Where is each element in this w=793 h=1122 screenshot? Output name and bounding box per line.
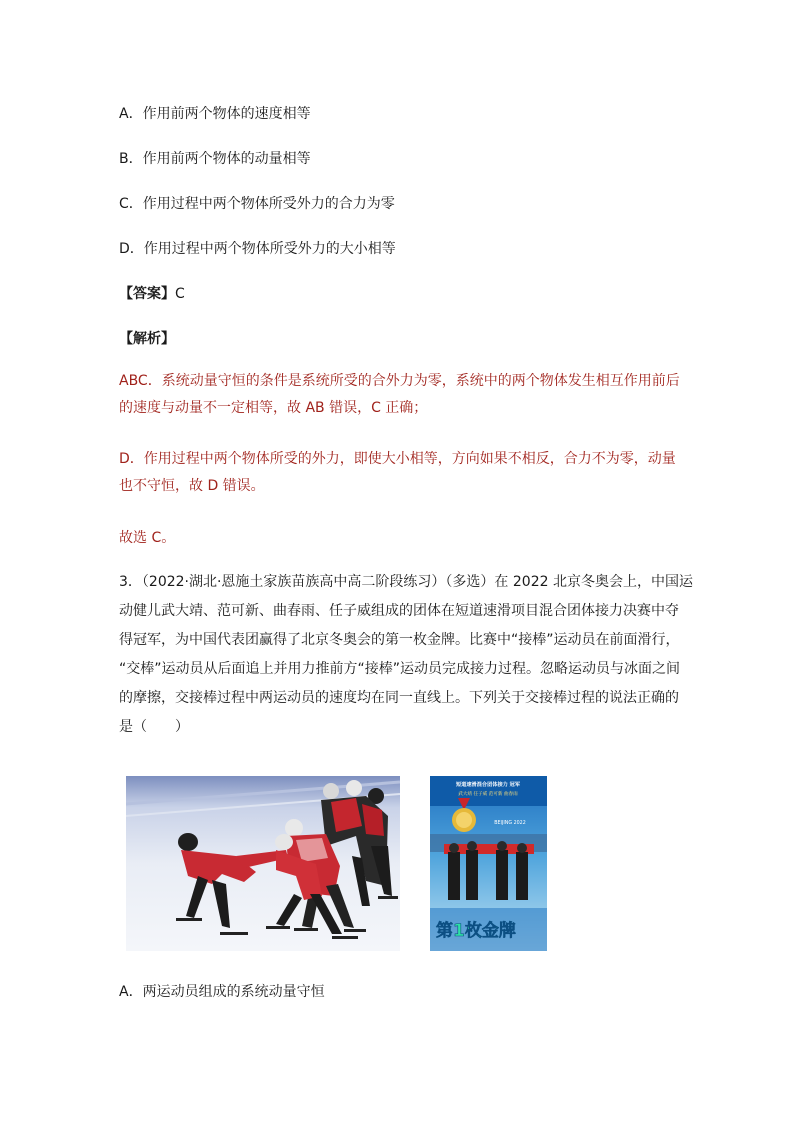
- q3-line-4: “交棒”运动员从后面追上并用力推前方“接棒”运动员完成接力过程。忽略运动员与冰面之间: [119, 661, 681, 677]
- answer-value: C: [175, 286, 185, 302]
- poster-title: 短道速滑混合团体接力 冠军: [455, 782, 521, 788]
- analysis-p1-line-1: ABC．系统动量守恒的条件是系统所受的合外力为零，系统中的两个物体发生相互作用前后: [119, 373, 680, 389]
- analysis-paragraph-1: [119, 368, 679, 422]
- question-3-stem: [119, 568, 693, 742]
- poster-brand: BEIJING 2022: [494, 821, 526, 826]
- skaters-relay-photo: [126, 776, 400, 951]
- poster-headline: 第1枚金牌: [436, 921, 516, 941]
- q3-line-5: 的摩擦，交接棒过程中两运动员的速度均在同一直线上。下列关于交接棒过程的说法正确的: [119, 690, 679, 706]
- q3-line-1: 3．（2022·湖北·恩施土家族苗族高中高二阶段练习）（多选）在 2022 北京冬奥会上，中国运: [119, 574, 693, 590]
- analysis-p2-line-1: D．作用过程中两个物体所受的外力，即使大小相等，方向如果不相反，合力不为零，动量: [119, 451, 676, 467]
- answer-line: [119, 283, 185, 303]
- analysis-label: 【解析】: [119, 331, 175, 347]
- answer-label: 【答案】: [119, 286, 175, 302]
- analysis-paragraph-2: [119, 446, 679, 500]
- gold-medal-poster: [430, 776, 547, 951]
- option-d-prev: D．作用过程中两个物体所受外力的大小相等: [119, 241, 396, 257]
- analysis-p2-line-2: 也不守恒，故 D 错误。: [119, 478, 265, 494]
- analysis-conclusion: 故选 C。: [119, 530, 176, 546]
- option-a-prev: A．作用前两个物体的速度相等: [119, 106, 311, 122]
- q3-line-2: 动健儿武大靖、范可新、曲春雨、任子威组成的团体在短道速滑项目混合团体接力决赛中夺: [119, 603, 679, 619]
- q3-option-a: A．两运动员组成的系统动量守恒: [119, 984, 325, 1000]
- analysis-p1-line-2: 的速度与动量不一定相等，故 AB 错误，C 正确；: [119, 400, 428, 416]
- option-c-prev: C．作用过程中两个物体所受外力的合力为零: [119, 196, 395, 212]
- q3-line-6: 是（ ）: [119, 719, 189, 735]
- q3-line-3: 得冠军，为中国代表团赢得了北京冬奥会的第一枚金牌。比赛中“接棒”运动员在前面滑行，: [119, 632, 680, 648]
- option-b-prev: B．作用前两个物体的动量相等: [119, 151, 311, 167]
- poster-names: 武大靖 任子威 范可新 曲春雨: [458, 792, 518, 797]
